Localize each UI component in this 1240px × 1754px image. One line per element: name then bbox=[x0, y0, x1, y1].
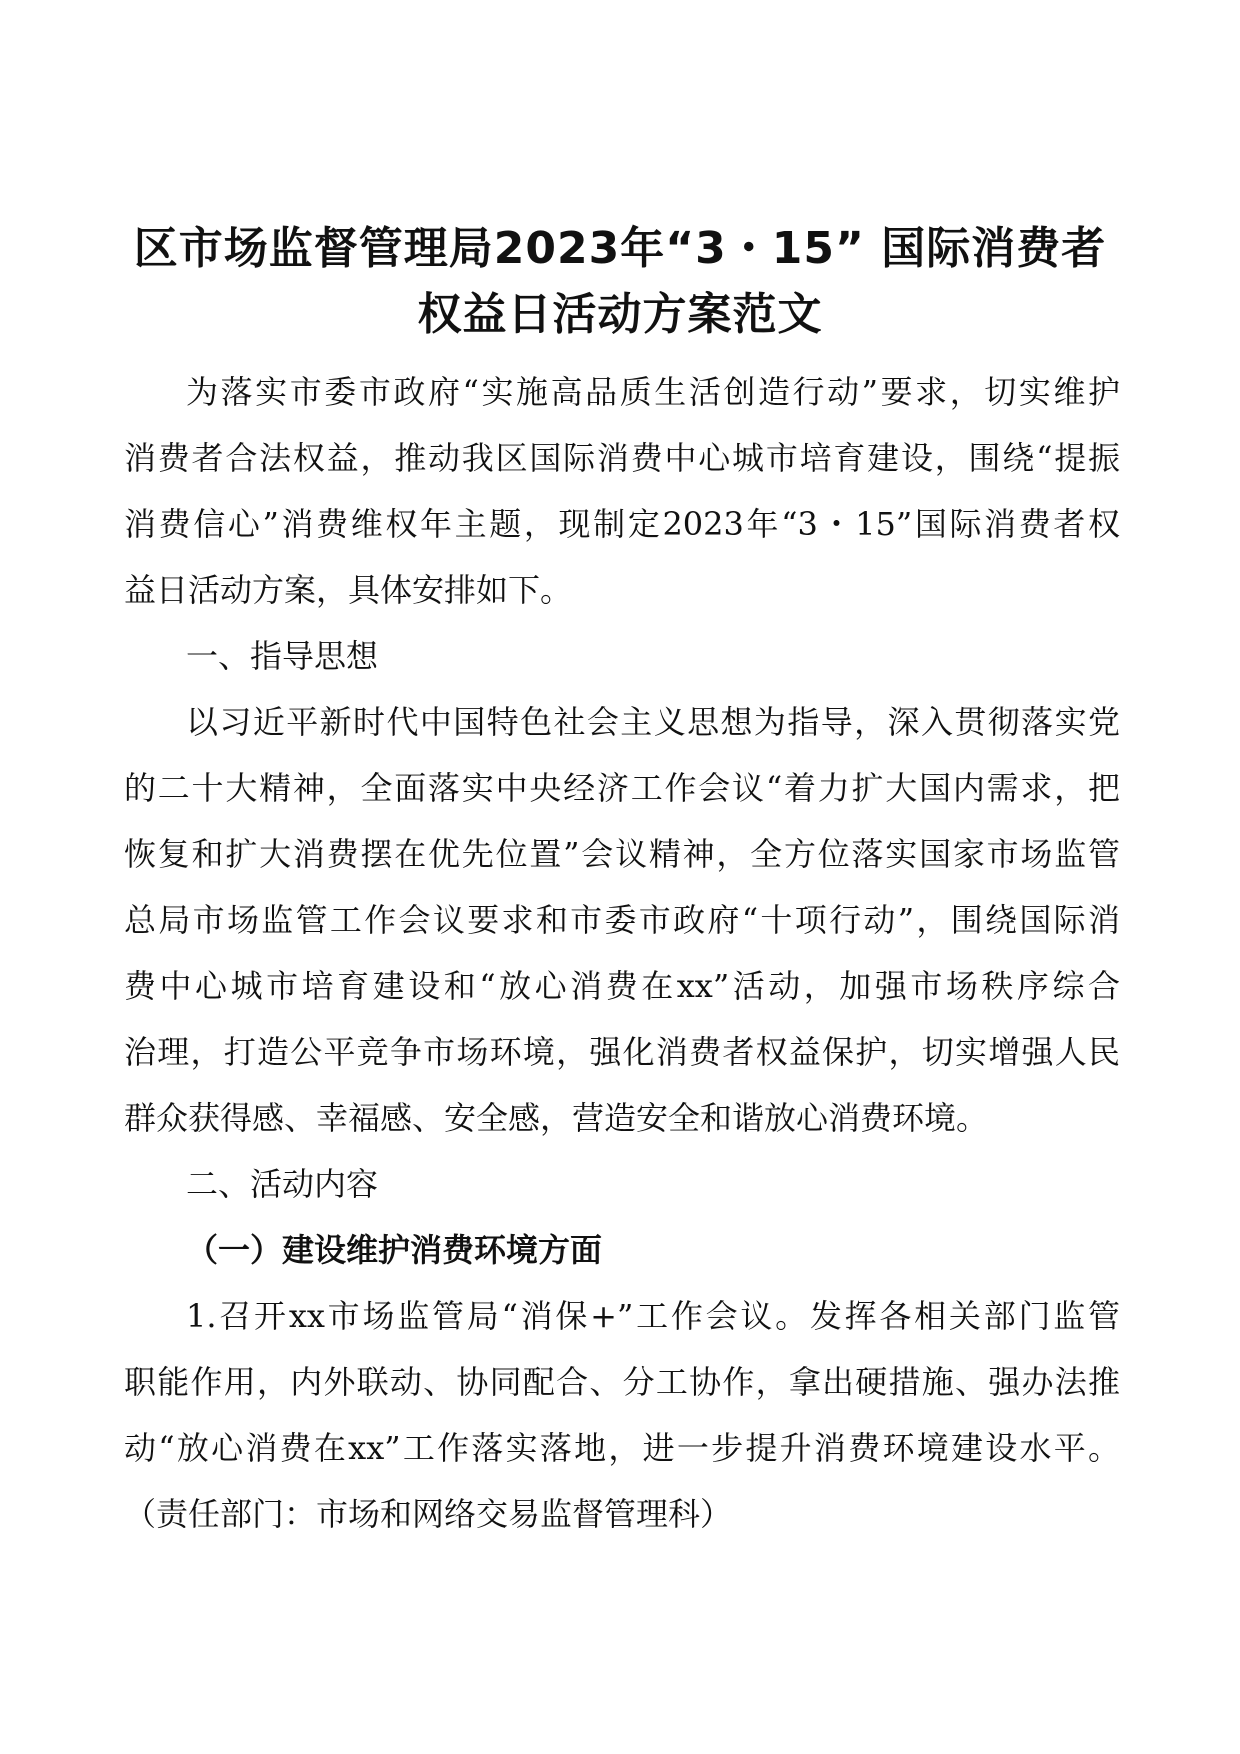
section1-line-3: 恢复和扩大消费摆在优先位置”会议精神，全方位落实国家市场监管 bbox=[124, 835, 1120, 873]
item1-line-2: 职能作用，内外联动、协同配合、分工协作，拿出硬措施、强办法推 bbox=[124, 1363, 1120, 1401]
section1-line-6: 治理，打造公平竞争市场环境，强化消费者权益保护，切实增强人民 bbox=[124, 1033, 1120, 1071]
section1-line-5: 费中心城市培育建设和“放心消费在xx”活动，加强市场秩序综合 bbox=[124, 967, 1120, 1005]
item1-line-4: （责任部门：市场和网络交易监督管理科） bbox=[124, 1495, 733, 1533]
intro-line-2: 消费者合法权益，推动我区国际消费中心城市培育建设，围绕“提振 bbox=[124, 439, 1120, 477]
document-title-line-1: 区市场监督管理局2023年“3・15” 国际消费者 bbox=[133, 223, 1107, 274]
intro-line-4: 益日活动方案，具体安排如下。 bbox=[124, 571, 573, 609]
intro-line-3: 消费信心”消费维权年主题，现制定2023年“3・15”国际消费者权 bbox=[124, 505, 1120, 543]
item1-line-1: 1.召开xx市场监管局“消保+”工作会议。发挥各相关部门监管 bbox=[186, 1297, 1120, 1335]
section1-line-1: 以习近平新时代中国特色社会主义思想为指导，深入贯彻落实党 bbox=[186, 703, 1120, 741]
subsection-heading-consumer-environment: （一）建设维护消费环境方面 bbox=[186, 1231, 603, 1269]
section1-line-7: 群众获得感、幸福感、安全感，营造安全和谐放心消费环境。 bbox=[124, 1099, 989, 1137]
item1-line-3: 动“放心消费在xx”工作落实落地，进一步提升消费环境建设水平。 bbox=[124, 1429, 1120, 1467]
intro-line-1: 为落实市委市政府“实施高品质生活创造行动”要求，切实维护 bbox=[186, 373, 1120, 411]
section1-line-2: 的二十大精神，全面落实中央经济工作会议“着力扩大国内需求，把 bbox=[124, 769, 1120, 807]
section-heading-activity-content: 二、活动内容 bbox=[186, 1165, 379, 1203]
section1-line-4: 总局市场监管工作会议要求和市委市政府“十项行动”，围绕国际消 bbox=[124, 901, 1120, 939]
section-heading-guiding-ideology: 一、指导思想 bbox=[186, 637, 379, 675]
document-title-line-2: 权益日活动方案范文 bbox=[417, 289, 823, 340]
